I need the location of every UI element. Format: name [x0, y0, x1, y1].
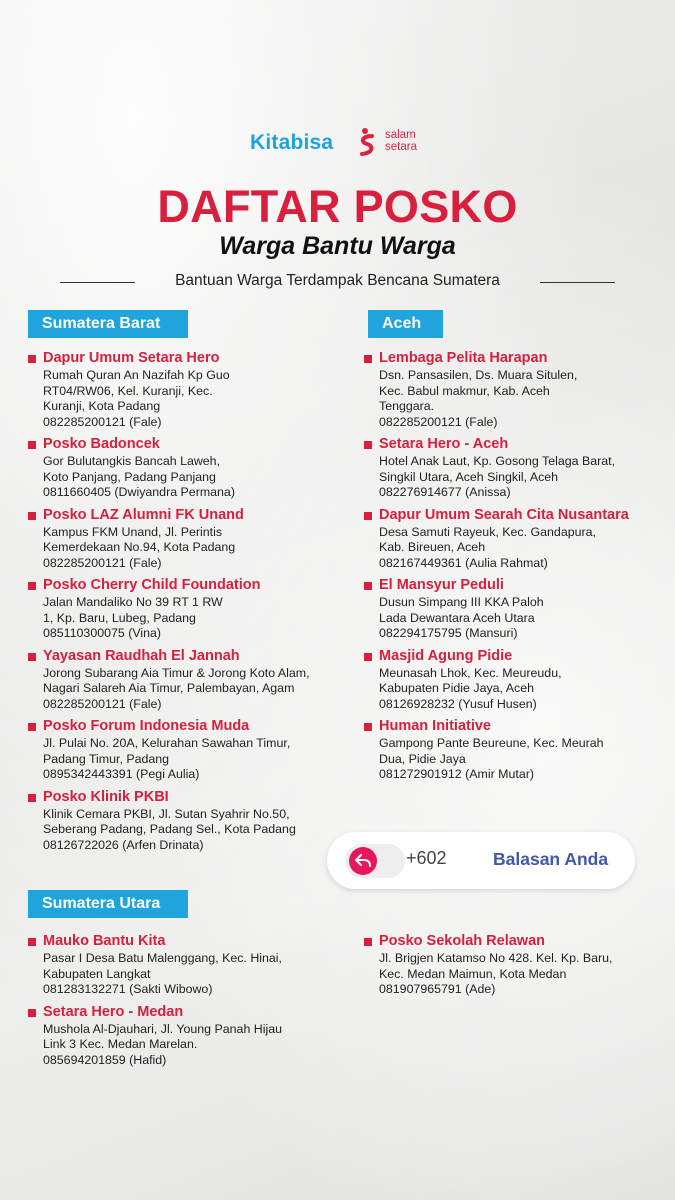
posko-detail-line: Kec. Babul makmur, Kab. Aceh [379, 383, 550, 398]
posko-name: Masjid Agung Pidie [379, 647, 513, 664]
reply-button-label[interactable]: Balasan Anda [493, 849, 609, 869]
bullet-square-icon [364, 512, 372, 520]
posko-entry [364, 647, 674, 713]
posko-detail-line: 085110300075 (Vina) [43, 626, 162, 640]
posko-name: Human Initiative [379, 718, 491, 734]
posko-detail-line: 081272901912 (Amir Mutar) [379, 767, 534, 781]
posko-detail-line: Jl. Pulai No. 20A, Kelurahan Sawahan Timur, [43, 736, 291, 750]
posko-detail-line: 082285200121 (Fale) [43, 696, 162, 711]
posko-name: Dapur Umum Searah Cita Nusantara [379, 506, 629, 523]
bullet-square-icon [364, 938, 372, 946]
posko-detail-line: 082294175795 (Mansuri) [379, 626, 518, 640]
posko-name: Posko LAZ Alumni FK Unand [43, 506, 244, 523]
posko-detail-line: Koto Panjang, Padang Panjang [43, 469, 216, 484]
posko-name: El Mansyur Peduli [379, 577, 504, 593]
posko-entry [28, 717, 338, 783]
posko-detail-line: 08126928232 (Yusuf Husen) [379, 696, 537, 711]
reply-count: +602 [406, 848, 447, 868]
section-label-sumatera-utara: Sumatera Utara [28, 890, 188, 918]
posko-detail-line: Nagari Salareh Aia Timur, Palembayan, Agam [43, 681, 295, 695]
posko-detail-line: 081907965791 (Ade) [379, 982, 496, 996]
posko-detail-line: Kemerdekaan No.94, Kota Padang [43, 540, 236, 554]
posko-entry [28, 788, 338, 854]
brand-bar [0, 125, 675, 161]
posko-name: Setara Hero - Aceh [379, 436, 509, 452]
posko-entry [364, 932, 674, 998]
posko-detail-line: Singkil Utara, Aceh Singkil, Aceh [379, 469, 559, 484]
posko-detail-line: Kabupaten Langkat [43, 966, 151, 981]
posko-detail-line: 1, Kp. Baru, Lubeg, Padang [43, 610, 196, 625]
posko-detail-line: Kuranji, Kota Padang [43, 399, 161, 413]
bullet-square-icon [28, 653, 36, 661]
posko-name: Posko Sekolah Relawan [379, 933, 546, 949]
posko-entry [364, 506, 674, 572]
posko-detail-line: Desa Samuti Rayeuk, Kec. Gandapura, [379, 524, 596, 539]
posko-name: Dapur Umum Setara Hero [43, 350, 220, 366]
posko-detail-line: Tenggara. [379, 399, 435, 413]
page-subtitle: Warga Bantu Warga [219, 232, 456, 260]
posko-entry [364, 349, 674, 430]
salam-setara-logo-text [385, 129, 417, 153]
posko-name: Yayasan Raudhah El Jannah [43, 647, 240, 664]
posko-detail-line: Kabupaten Pidie Jaya, Aceh [379, 681, 534, 695]
posko-detail-line: Kec. Medan Maimun, Kota Medan [379, 966, 567, 981]
section-label-aceh: Aceh [368, 310, 443, 338]
posko-detail-line: Jalan Mandaliko No 39 RT 1 RW [43, 595, 223, 609]
posko-entry [28, 435, 338, 501]
posko-detail-line: Kampus FKM Unand, Jl. Perintis [43, 524, 223, 539]
tagline-row [60, 270, 615, 294]
posko-detail-line: Rumah Quran An Nazifah Kp Guo [43, 368, 230, 382]
posko-detail-line: Kab. Bireuen, Aceh [379, 540, 486, 554]
posko-detail-line: Dusun Simpang III KKA Paloh [379, 595, 544, 609]
posko-entry [28, 932, 338, 998]
salam-setara-logo-icon [356, 127, 380, 157]
section-label-sumatera-barat: Sumatera Barat [28, 310, 188, 338]
posko-detail-line: Jorong Subarang Aia Timur & Jorong Koto Alam, [43, 665, 310, 680]
posko-detail-line: 085694201859 (Hafid) [43, 1052, 167, 1067]
column-sumatera-utara-left [28, 932, 338, 1073]
posko-name: Mauko Bantu Kita [43, 933, 166, 949]
bullet-square-icon [28, 1009, 36, 1017]
posko-entry [28, 1003, 338, 1069]
bullet-square-icon [28, 794, 36, 802]
posko-name: Posko Forum Indonesia Muda [43, 718, 250, 734]
posko-detail-line: Jl. Brigjen Katamso No 428. Kel. Kp. Baru, [379, 951, 613, 965]
posko-name: Posko Badoncek [43, 436, 160, 452]
posko-detail-line: Link 3 Kec. Medan Marelan. [43, 1037, 198, 1051]
posko-detail-line: Seberang Padang, Padang Sel., Kota Padang [43, 822, 296, 836]
bullet-square-icon [364, 653, 372, 661]
column-aceh [364, 349, 674, 788]
kitabisa-logo: Kitabisa [250, 131, 334, 154]
posko-detail-line: Klinik Cemara PKBI, Jl. Sutan Syahrir No.50, [43, 806, 290, 821]
bullet-square-icon [28, 355, 36, 363]
posko-detail-line: 08126722026 (Arfen Drinata) [43, 837, 204, 852]
bullet-square-icon [28, 441, 36, 449]
bullet-square-icon [364, 441, 372, 449]
posko-entry [364, 717, 674, 783]
posko-entry [364, 576, 674, 642]
posko-name: Posko Klinik PKBI [43, 788, 169, 805]
page-title: DAFTAR POSKO [157, 181, 518, 232]
reply-icon[interactable] [349, 847, 377, 875]
posko-detail-line: Dua, Pidie Jaya [379, 751, 466, 766]
posko-detail-line: 081283132271 (Sakti Wibowo) [43, 982, 213, 996]
posko-detail-line: 082167449361 (Aulia Rahmat) [379, 555, 548, 570]
posko-entry [28, 349, 338, 430]
posko-name: Setara Hero - Medan [43, 1003, 184, 1020]
column-sumatera-barat [28, 349, 338, 858]
bullet-square-icon [364, 723, 372, 731]
posko-entry [28, 647, 338, 713]
posko-name: Lembaga Pelita Harapan [379, 350, 548, 366]
posko-detail-line: Gampong Pante Beureune, Kec. Meurah [379, 736, 604, 750]
posko-detail-line: Pasar I Desa Batu Malenggang, Kec. Hinai, [43, 951, 282, 965]
posko-entry [28, 576, 338, 642]
posko-detail-line: Padang Timur, Padang [43, 751, 170, 766]
bullet-square-icon [28, 938, 36, 946]
posko-entry [28, 506, 338, 572]
posko-detail-line: RT04/RW06, Kel. Kuranji, Kec. [43, 383, 213, 398]
bullet-square-icon [28, 512, 36, 520]
posko-detail-line: Mushola Al-Djauhari, Jl. Young Panah Hijau [43, 1021, 283, 1036]
bullet-square-icon [28, 582, 36, 590]
bullet-square-icon [364, 355, 372, 363]
posko-detail-line: Lada Dewantara Aceh Utara [379, 610, 535, 625]
posko-name: Posko Cherry Child Foundation [43, 577, 261, 593]
posko-detail-line: Dsn. Pansasilen, Ds. Muara Situlen, [379, 368, 578, 382]
posko-detail-line: 082285200121 (Fale) [43, 555, 162, 570]
tagline-rule-right [540, 282, 615, 283]
bullet-square-icon [364, 582, 372, 590]
column-sumatera-utara-right [364, 932, 674, 1003]
bullet-square-icon [28, 723, 36, 731]
posko-detail-line: Meunasah Lhok, Kec. Meureudu, [379, 665, 562, 680]
reply-arrow-icon [349, 847, 377, 875]
posko-detail-line: 082285200121 (Fale) [43, 414, 162, 429]
setara-text: setara [385, 141, 417, 153]
tagline: Bantuan Warga Terdampak Bencana Sumatera [175, 272, 500, 289]
posko-detail-line: Gor Bulutangkis Bancah Laweh, [43, 454, 221, 468]
posko-entry [364, 435, 674, 501]
posko-detail-line: 0811660405 (Dwiyandra Permana) [43, 485, 235, 499]
posko-detail-line: Hotel Anak Laut, Kp. Gosong Telaga Barat, [379, 454, 616, 468]
posko-detail-line: 082276914677 (Anissa) [379, 485, 511, 499]
posko-detail-line: 0895342443391 (Pegi Aulia) [43, 767, 200, 781]
salam-text: salam [385, 129, 416, 141]
posko-detail-line: 082285200121 (Fale) [379, 414, 498, 429]
